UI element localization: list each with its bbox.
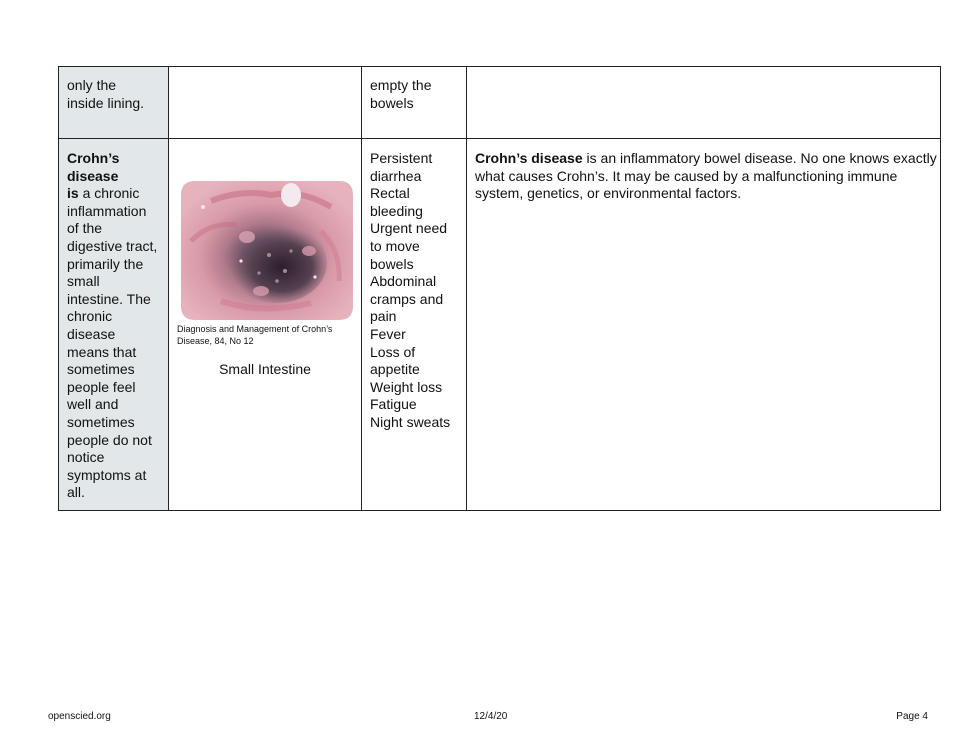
symptom-line: pain	[370, 308, 397, 325]
symptom-line: Fatigue	[370, 396, 417, 413]
term-line: of the	[67, 220, 103, 237]
term-cell	[59, 67, 169, 139]
term-line: digestive tract,	[67, 237, 158, 254]
small-intestine-endoscopy-image	[181, 181, 353, 320]
symptom-line: Night sweats	[370, 413, 451, 430]
term-title: disease	[67, 167, 119, 184]
symptom-line: Weight loss	[370, 378, 443, 395]
symptom-line: Urgent need	[370, 220, 448, 237]
symptom-line: bleeding	[370, 202, 423, 219]
symptom-line: cramps and	[370, 290, 444, 307]
table-row	[59, 67, 941, 139]
term-line: symptoms at	[67, 466, 147, 483]
term-line: chronic	[67, 308, 113, 325]
symptom-line: Persistent	[370, 150, 433, 166]
symptom-line: empty the	[370, 77, 432, 93]
description-term: Crohn’s disease	[475, 150, 583, 166]
term-line: sometimes	[67, 413, 135, 430]
term-line: well and	[67, 396, 119, 413]
caption-line: Disease, 84, No 12	[177, 336, 254, 346]
symptom-line: diarrhea	[370, 167, 422, 184]
term-line: people feel	[67, 378, 136, 395]
image-title: Small Intestine	[219, 361, 311, 377]
description-text: is an inflammatory bowel disease. No one knows exactly	[582, 150, 937, 166]
term-line: sometimes	[67, 361, 135, 378]
term-line: intestine. The	[67, 290, 151, 307]
term-line: means that	[67, 343, 137, 360]
symptom-line: Loss of	[370, 343, 416, 360]
description-line	[475, 150, 937, 168]
symptoms-cell	[362, 139, 467, 511]
term-line: disease	[67, 325, 116, 342]
symptom-line: to move	[370, 237, 420, 254]
symptom-line: Abdominal	[370, 273, 437, 290]
term-is: is	[67, 185, 79, 202]
footer-date: 12/4/20	[474, 711, 508, 722]
table-row	[59, 139, 941, 511]
symptom-line: bowels	[370, 94, 414, 111]
symptoms-cell	[362, 67, 467, 139]
footer-page-number: Page 4	[896, 711, 928, 722]
description-line: system, genetics, or environmental factors.	[475, 185, 742, 202]
term-line: inside lining.	[67, 94, 145, 111]
term-line: notice	[67, 449, 105, 466]
symptom-line: Rectal	[370, 185, 410, 202]
image-cell	[169, 139, 362, 511]
description-line: what causes Crohn’s. It may be caused by a malfunctioning immune	[475, 167, 898, 184]
image-cell	[169, 67, 362, 139]
description-cell	[467, 139, 941, 511]
caption-line: Diagnosis and Management of Crohn’s	[177, 324, 333, 334]
disease-table	[58, 66, 941, 511]
term-line: inflammation	[67, 202, 147, 219]
term-line: primarily the	[67, 255, 144, 272]
symptom-line: Fever	[370, 325, 406, 342]
image-caption	[177, 323, 353, 347]
footer-site: openscied.org	[48, 711, 111, 722]
term-line: people do not	[67, 431, 152, 448]
term-cell	[59, 139, 169, 511]
description-cell	[467, 67, 941, 139]
term-line: small	[67, 273, 100, 290]
term-title: Crohn’s	[67, 150, 120, 166]
term-line	[67, 185, 160, 203]
symptom-line: appetite	[370, 361, 420, 378]
term-line-text: a chronic	[78, 185, 140, 202]
term-line: only the	[67, 77, 117, 93]
symptom-line: bowels	[370, 255, 414, 272]
term-line: all.	[67, 484, 85, 501]
